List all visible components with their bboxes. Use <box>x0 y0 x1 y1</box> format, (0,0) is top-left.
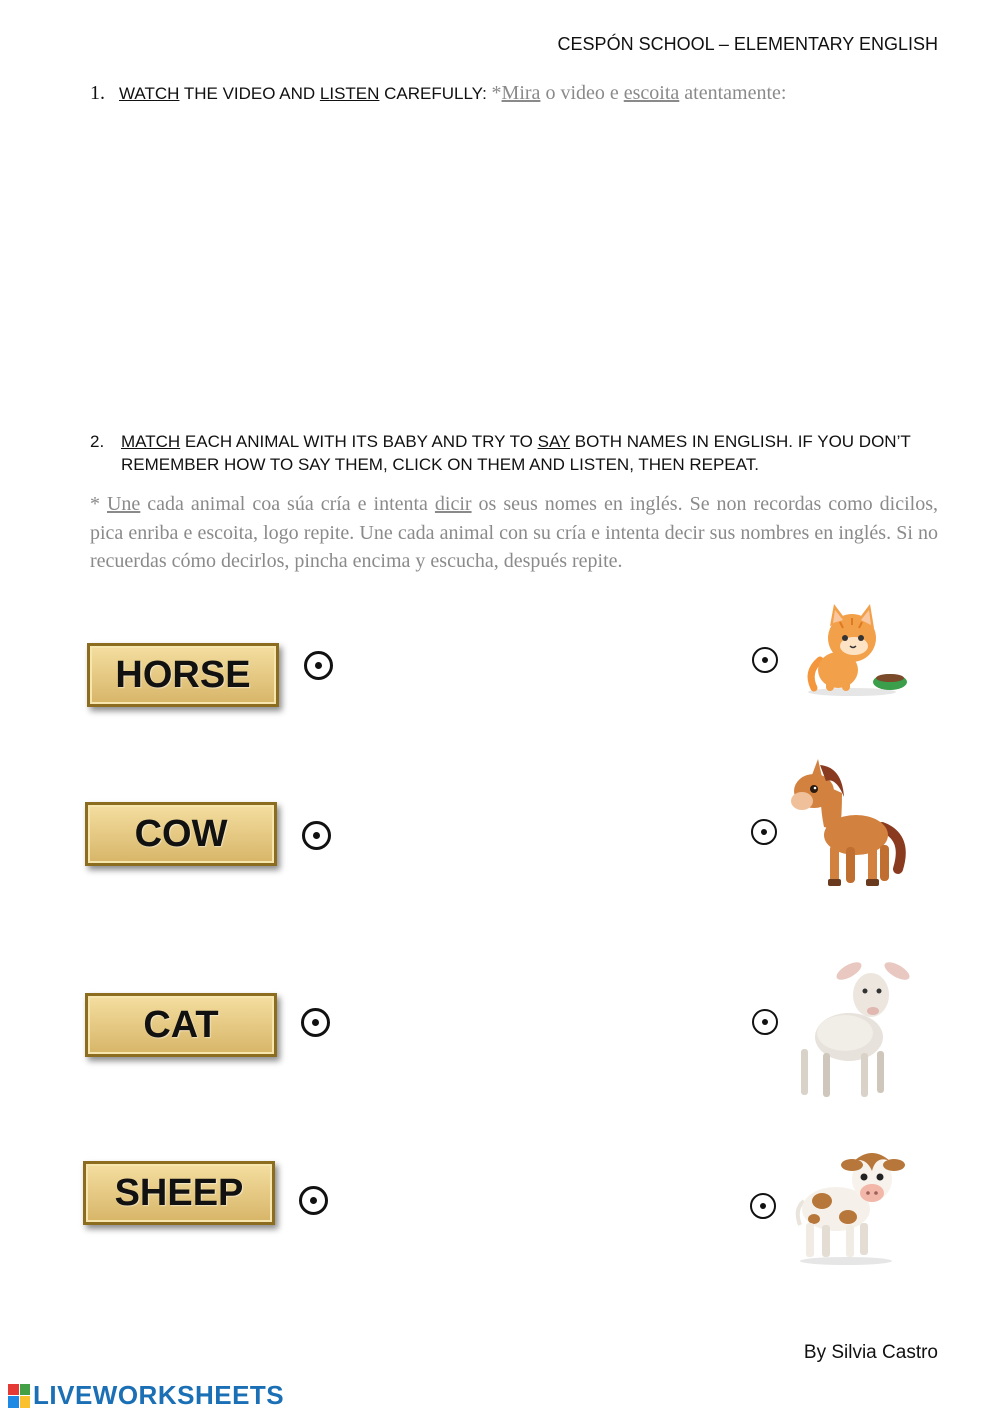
logo-text: LIVEWORKSHEETS <box>33 1380 285 1410</box>
match-dot-right-lamb[interactable] <box>752 1009 778 1035</box>
match-dot-left-sheep[interactable] <box>299 1186 328 1215</box>
author-credit: By Silvia Castro <box>803 1342 938 1363</box>
q2-keyword-match: MATCH <box>121 432 181 451</box>
match-dot-right-kitten[interactable] <box>752 647 778 673</box>
match-dot-left-horse[interactable] <box>304 651 333 680</box>
question-2-instruction: MATCH EACH ANIMAL WITH ITS BABY AND TRY TO SAY BOTH NAMES IN ENGLISH. IF YOU DON’T REMEMBER HOW TO SAY THEM, CLICK ON THEM AND LISTEN, THEN REPEAT. <box>121 432 911 474</box>
match-dot-left-cow[interactable] <box>302 821 331 850</box>
liveworksheets-mark-icon <box>8 1384 30 1408</box>
q1-keyword-listen: LISTEN <box>319 84 380 103</box>
match-dot-left-cat[interactable] <box>301 1008 330 1037</box>
match-dot-right-foal[interactable] <box>751 819 777 845</box>
q1-translation: *Mira o video e escoita atentamente: <box>491 82 787 104</box>
kitten-image[interactable] <box>800 600 920 700</box>
question-2-translation: * Une cada animal coa súa cría e intenta dicir os seus nomes en inglés. Se non recordas como dicilos, pica enriba e escoita, logo repite. Une cada animal con su cría e intenta decir sus nombres en inglés. Si no recuerdas cómo decirlos, pincha encima y escucha, después repite. <box>90 493 938 572</box>
q1-keyword-watch: WATCH <box>119 84 180 103</box>
calf-image[interactable] <box>792 1143 912 1268</box>
word-button-horse[interactable]: HORSE <box>87 643 279 707</box>
word-button-cat[interactable]: CAT <box>85 993 277 1057</box>
school-header: CESPÓN SCHOOL – ELEMENTARY ENGLISH <box>557 34 938 54</box>
q1-text-1: THE VIDEO AND <box>179 84 320 103</box>
match-dot-right-calf[interactable] <box>750 1193 776 1219</box>
question-1 <box>90 82 950 105</box>
q2-keyword-say: SAY <box>537 432 571 451</box>
question-1-number: 1. <box>90 82 105 104</box>
word-button-sheep[interactable]: SHEEP <box>83 1161 275 1225</box>
liveworksheets-logo[interactable] <box>8 1380 284 1411</box>
lamb-image[interactable] <box>793 957 911 1105</box>
q1-text-2: CAREFULLY: <box>379 84 492 103</box>
word-button-cow[interactable]: COW <box>85 802 277 866</box>
question-2-number: 2. <box>90 432 105 451</box>
question-2 <box>90 430 940 476</box>
foal-image[interactable] <box>790 757 910 892</box>
